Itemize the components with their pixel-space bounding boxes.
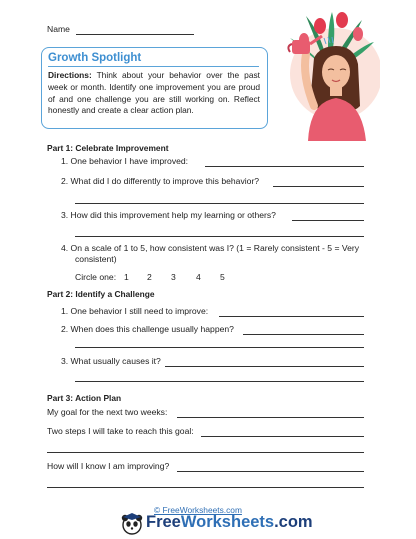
part1-answer-2a[interactable] [273, 186, 364, 187]
part1-answer-3a[interactable] [292, 220, 364, 221]
part2-answer-3b[interactable] [75, 381, 364, 382]
logo-com: .com [274, 513, 313, 531]
part3-answer-2a[interactable] [201, 436, 364, 437]
part3-question-1: My goal for the next two weeks: [47, 407, 168, 417]
part1-answer-3b[interactable] [75, 236, 364, 237]
circle-one-label: Circle one: [75, 272, 117, 282]
scale-option-4[interactable]: 4 [196, 272, 201, 282]
directions-body: Think about your behavior over the past week or month. Identify one improvement you are proud of and one challenge you are still working on. Reflect honestly and create a clear action plan. [48, 70, 260, 116]
scale-option-1[interactable]: 1 [124, 272, 129, 282]
directions-label: Directions: [48, 70, 92, 80]
part2-question-3: 3. What usually causes it? [61, 356, 161, 366]
box-title: Growth Spotlight [48, 52, 142, 64]
part3-title: Part 3: Action Plan [47, 393, 122, 403]
scale-option-3[interactable]: 3 [171, 272, 176, 282]
part2-question-1: 1. One behavior I still need to improve: [61, 306, 209, 316]
part3-answer-1[interactable] [177, 417, 364, 418]
box-divider [48, 66, 259, 67]
part3-answer-3b[interactable] [47, 487, 364, 488]
woman-watering-plants-illustration [262, 6, 380, 141]
part1-question-1: 1. One behavior I have improved: [61, 156, 189, 166]
part2-question-2: 2. When does this challenge usually happen? [61, 324, 234, 334]
directions-text [48, 70, 260, 117]
name-label: Name [47, 24, 70, 34]
part1-question-4: 4. On a scale of 1 to 5, how consistent was I? (1 = Rarely consistent - 5 = Very [61, 243, 360, 253]
part2-answer-2a[interactable] [243, 334, 364, 335]
part1-title: Part 1: Celebrate Improvement [47, 143, 169, 153]
part3-question-3: How will I know I am improving? [47, 461, 170, 471]
logo-worksheets: Worksheets [180, 513, 275, 531]
part1-question-4-cont: consistent) [75, 254, 117, 264]
name-field[interactable] [76, 34, 194, 35]
part1-question-2: 2. What did I do differently to improve this behavior? [61, 176, 260, 186]
part1-question-3: 3. How did this improvement help my learning or others? [61, 210, 276, 220]
directions-box [41, 47, 268, 129]
part2-answer-3a[interactable] [165, 366, 364, 367]
part3-question-2: Two steps I will take to reach this goal: [47, 426, 194, 436]
part3-answer-2b[interactable] [47, 452, 364, 453]
part1-answer-2b[interactable] [75, 203, 364, 204]
scale-option-5[interactable]: 5 [220, 272, 225, 282]
site-logo-text[interactable] [146, 513, 313, 532]
part3-answer-3a[interactable] [177, 471, 364, 472]
panda-logo-icon [119, 511, 145, 535]
scale-option-2[interactable]: 2 [147, 272, 152, 282]
part1-answer-1[interactable] [205, 166, 364, 167]
part2-answer-2b[interactable] [75, 347, 364, 348]
copyright-link[interactable]: © FreeWorksheets.com [154, 505, 242, 515]
part2-title: Part 2: Identify a Challenge [47, 289, 155, 299]
part2-answer-1[interactable] [219, 316, 364, 317]
logo-free: Free [146, 513, 181, 531]
